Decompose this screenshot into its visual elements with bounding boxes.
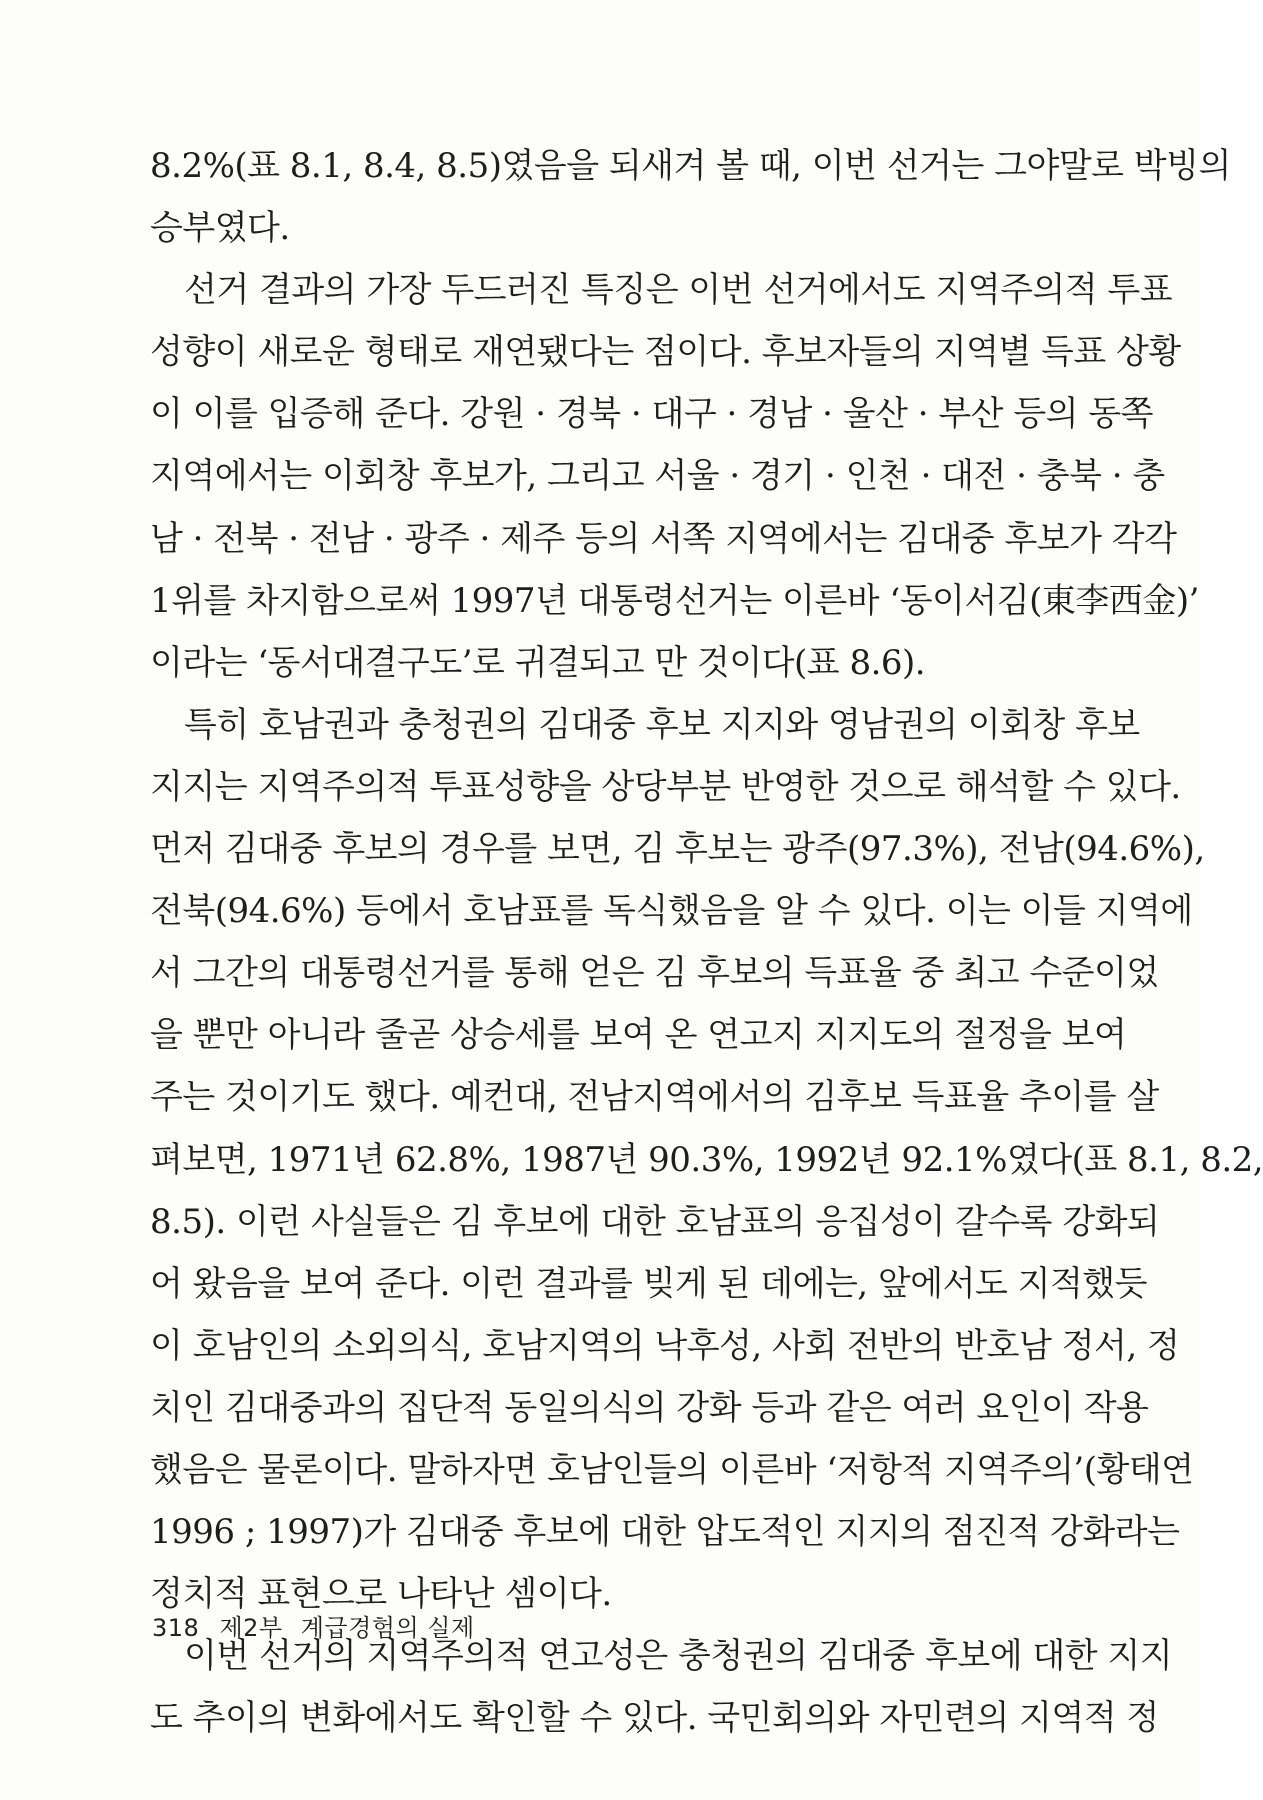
paragraph-start-line: 이번 선거의 지역주의적 연고성은 충청권의 김대중 후보에 대한 지지 — [184, 1636, 1173, 1677]
text-line: 8.5). 이런 사실들은 김 후보에 대한 호남표의 응집성이 갈수록 강화되 — [150, 1201, 1160, 1242]
paragraph-start-line: 특히 호남권과 충청권의 김대중 후보 지지와 영남권의 이회창 후보 — [184, 704, 1140, 745]
part-label: 제2부 — [219, 1614, 283, 1642]
page-number: 318 — [152, 1614, 200, 1642]
text-line: 전북(94.6%) 등에서 호남표를 독식했음을 알 수 있다. 이는 이들 지역에 — [150, 891, 1193, 932]
text-line: 지역에서는 이회창 후보가, 그리고 서울 · 경기 · 인천 · 대전 · 충북 · 충 — [150, 456, 1165, 497]
text-line: 서 그간의 대통령선거를 통해 얻은 김 후보의 득표율 중 최고 수준이었 — [150, 953, 1159, 994]
text-line: 8.2%(표 8.1, 8.4, 8.5)였음을 되새겨 볼 때, 이번 선거는 그야말로 박빙의 — [150, 146, 1231, 186]
running-title: 계급경험의 실제 — [300, 1614, 475, 1642]
paragraph-start-line: 선거 결과의 가장 두드러진 특징은 이번 선거에서도 지역주의적 투표 — [184, 270, 1173, 311]
text-line: 1996 ; 1997)가 김대중 후보에 대한 압도적인 지지의 점진적 강화라는 — [150, 1512, 1180, 1553]
body-text — [150, 135, 1263, 1749]
text-line: 성향이 새로운 형태로 재연됐다는 점이다. 후보자들의 지역별 득표 상황 — [150, 332, 1181, 373]
text-line: 했음은 물론이다. 말하자면 호남인들의 이른바 ‘저항적 지역주의’(황태연 — [150, 1449, 1194, 1490]
text-line: 이 호남인의 소외의식, 호남지역의 낙후성, 사회 전반의 반호남 정서, 정 — [150, 1325, 1180, 1366]
text-line: 주는 것이기도 했다. 예컨대, 전남지역에서의 김후보 득표율 추이를 살 — [150, 1077, 1159, 1118]
text-line: 어 왔음을 보여 준다. 이런 결과를 빚게 된 데에는, 앞에서도 지적했듯 — [150, 1263, 1147, 1304]
text-line: 도 추이의 변화에서도 확인할 수 있다. 국민회의와 자민련의 지역적 정 — [150, 1698, 1159, 1739]
text-line: 남 · 전북 · 전남 · 광주 · 제주 등의 서쪽 지역에서는 김대중 후보가 각각 — [150, 518, 1177, 559]
text-line: 승부였다. — [150, 208, 290, 249]
text-line: 이라는 ‘동서대결구도’로 귀결되고 만 것이다(표 8.6). — [150, 642, 926, 683]
text-line: 치인 김대중과의 집단적 동일의식의 강화 등과 같은 여러 요인이 작용 — [150, 1387, 1149, 1428]
text-line: 이 이를 입증해 준다. 강원 · 경북 · 대구 · 경남 · 울산 · 부산 등의 동쪽 — [150, 394, 1154, 435]
text-line: 먼저 김대중 후보의 경우를 보면, 김 후보는 광주(97.3%), 전남(94.6%), — [150, 829, 1205, 870]
page-footer — [152, 1608, 475, 1643]
text-line: 펴보면, 1971년 62.8%, 1987년 90.3%, 1992년 92.1%였다(표 8.1, 8.2, — [150, 1139, 1263, 1180]
text-line: 1위를 차지함으로써 1997년 대통령선거는 이른바 ‘동이서김(東李西金)’ — [150, 580, 1199, 621]
text-line: 정치적 표현으로 나타난 셈이다. — [150, 1574, 612, 1615]
text-line: 을 뿐만 아니라 줄곧 상승세를 보여 온 연고지 지지도의 절정을 보여 — [150, 1015, 1127, 1056]
text-line: 지지는 지역주의적 투표성향을 상당부분 반영한 것으로 해석할 수 있다. — [150, 766, 1181, 807]
